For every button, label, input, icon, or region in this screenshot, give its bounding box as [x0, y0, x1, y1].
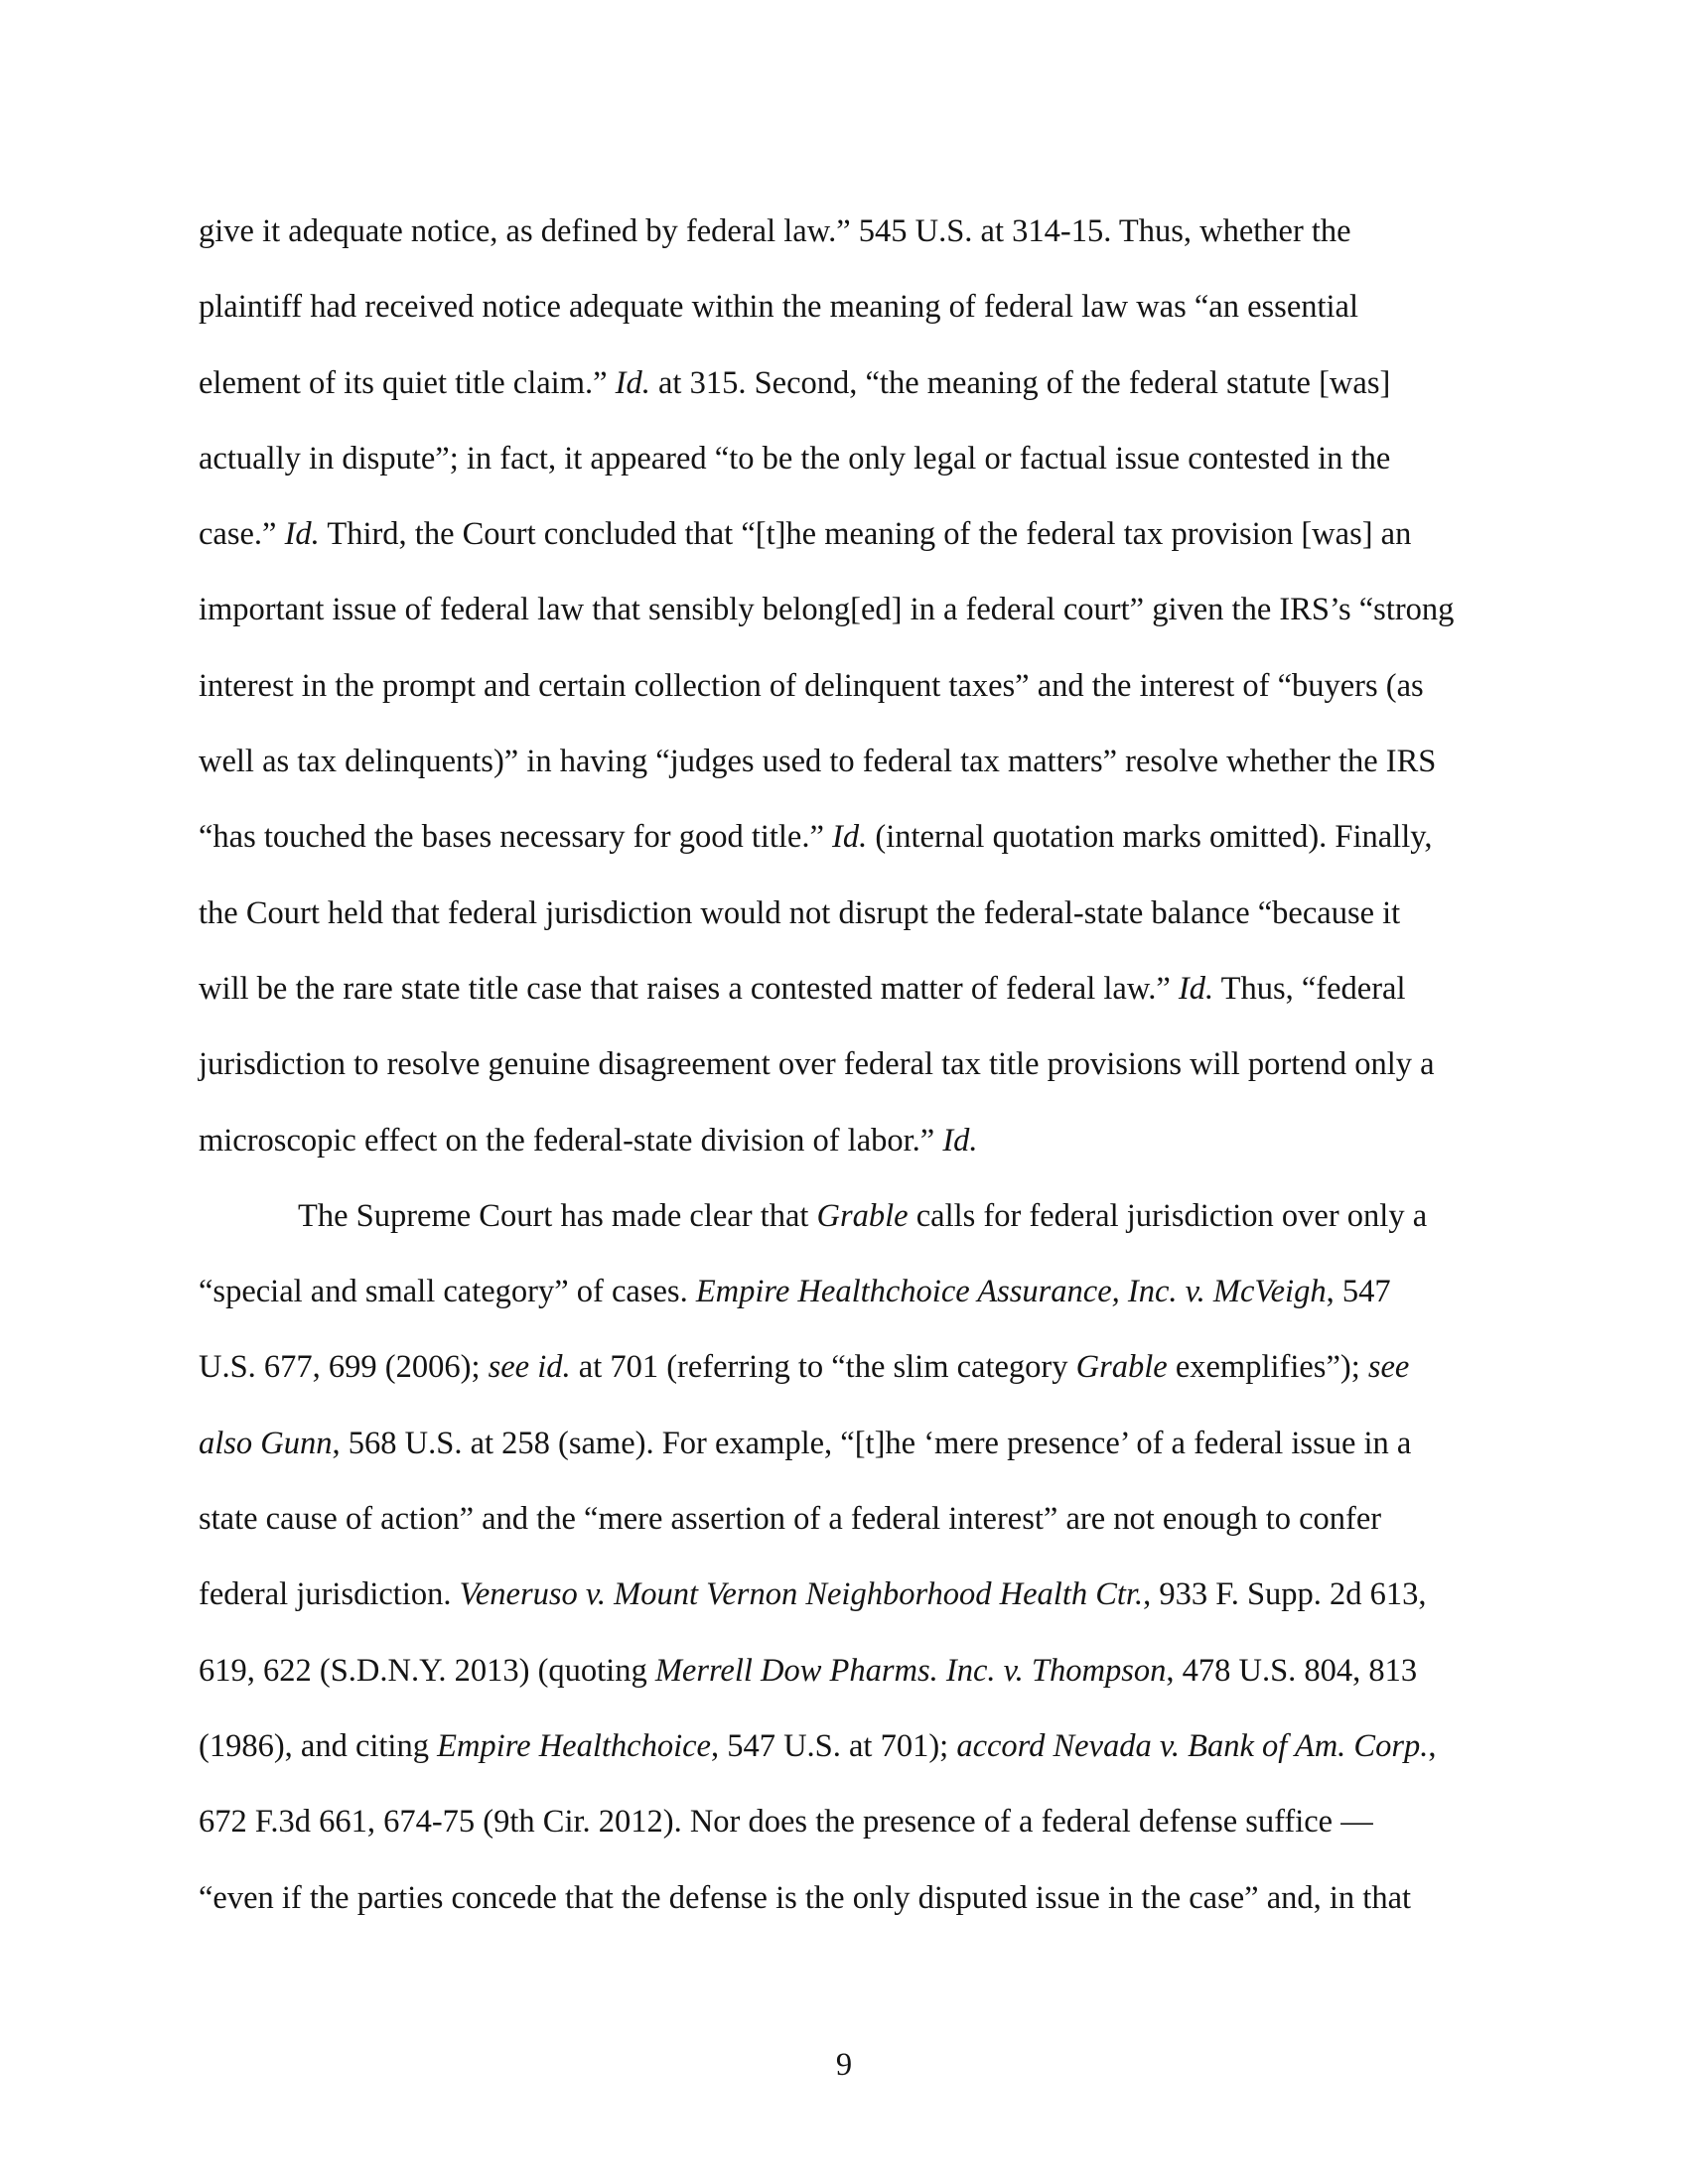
text-line	[199, 876, 1489, 951]
text-line	[199, 496, 1489, 572]
text-line	[199, 1406, 1489, 1481]
text-run: Thus, “federal	[1213, 970, 1406, 1007]
text-run: (1986), and citing	[199, 1727, 438, 1764]
italic-citation: Empire Healthchoice	[437, 1727, 711, 1764]
text-line	[199, 1633, 1489, 1708]
italic-citation: Id.	[832, 819, 868, 856]
italic-citation: Id.	[615, 364, 650, 401]
text-run: federal jurisdiction.	[199, 1576, 460, 1613]
text-run: calls for federal jurisdiction over only a	[908, 1197, 1428, 1234]
text-line	[199, 1708, 1489, 1784]
body-text	[199, 194, 1489, 1936]
text-run: state cause of action” and the “mere assertion of a federal interest” are not enough to confer	[199, 1501, 1382, 1538]
text-run: interest in the prompt and certain collection of delinquent taxes” and the interest of “buyers (as	[199, 667, 1424, 704]
italic-citation: Id.	[942, 1122, 978, 1159]
italic-citation: Id.	[284, 516, 320, 553]
text-line	[199, 269, 1489, 344]
page-number: 9	[835, 2047, 853, 2083]
text-run: “even if the parties concede that the defense is the only disputed issue in the case” and, in that	[199, 1879, 1412, 1916]
text-run: actually in dispute”; in fact, it appeared “to be the only legal or factual issue contested in the	[199, 440, 1391, 477]
text-run: will be the rare state title case that raises a contested matter of federal law.”	[199, 970, 1179, 1007]
italic-citation: see	[1367, 1349, 1410, 1386]
text-run: Third, the Court concluded that “[t]he meaning of the federal tax provision [was] an	[319, 516, 1412, 553]
italic-citation: Id.	[1178, 970, 1214, 1007]
text-run: , 568 U.S. at 258 (same). For example, “[t]he ‘mere presence’ of a federal issue in a	[332, 1425, 1412, 1461]
text-line	[199, 194, 1489, 269]
text-line	[199, 1784, 1489, 1859]
text-line	[199, 1557, 1489, 1632]
italic-citation: Empire Healthchoice Assurance, Inc. v. McVeigh	[695, 1274, 1327, 1310]
text-run: microscopic effect on the federal-state division of labor.”	[199, 1122, 943, 1159]
italic-citation: Grable	[816, 1197, 909, 1234]
text-run: ,	[1428, 1727, 1437, 1764]
italic-citation: accord Nevada v. Bank of Am. Corp.	[956, 1727, 1429, 1764]
text-run: the Court held that federal jurisdiction would not disrupt the federal-state balance “because it	[199, 894, 1401, 931]
text-run: The Supreme Court has made clear that	[298, 1197, 817, 1234]
italic-citation: also Gunn	[199, 1425, 333, 1461]
text-line	[199, 1026, 1489, 1102]
text-run: “has touched the bases necessary for good title.”	[199, 819, 833, 856]
text-run: 672 F.3d 661, 674-75 (9th Cir. 2012). Nor does the presence of a federal defense suffice —	[199, 1804, 1373, 1841]
text-run: “special and small category” of cases.	[199, 1274, 696, 1310]
text-run: important issue of federal law that sensibly belong[ed] in a federal court” given the IRS’s “strong	[199, 592, 1455, 628]
italic-citation: Grable	[1075, 1349, 1168, 1386]
text-run: well as tax delinquents)” in having “judges used to federal tax matters” resolve whether the IRS	[199, 744, 1437, 780]
text-line	[199, 799, 1489, 875]
text-line	[199, 1103, 1489, 1178]
text-run: , 547	[1326, 1274, 1391, 1310]
text-run: 619, 622 (S.D.N.Y. 2013) (quoting	[199, 1652, 655, 1689]
text-run: give it adequate notice, as defined by federal law.” 545 U.S. at 314-15. Thus, whether the	[199, 213, 1351, 249]
text-line	[199, 1860, 1489, 1936]
text-line	[199, 724, 1489, 799]
text-line	[199, 421, 1489, 496]
text-line	[199, 345, 1489, 421]
text-run: case.”	[199, 516, 285, 553]
text-run: element of its quiet title claim.”	[199, 364, 616, 401]
text-run: at 701 (referring to “the slim category	[570, 1349, 1076, 1386]
text-run: , 478 U.S. 804, 813	[1166, 1652, 1418, 1689]
text-run: jurisdiction to resolve genuine disagreement over federal tax title provisions will portend only a	[199, 1046, 1435, 1083]
text-run: U.S. 677, 699 (2006);	[199, 1349, 489, 1386]
text-run: , 547 U.S. at 701);	[710, 1727, 957, 1764]
text-run: (internal quotation marks omitted). Finally,	[867, 819, 1433, 856]
text-run: at 315. Second, “the meaning of the federal statute [was]	[649, 364, 1391, 401]
text-line	[199, 951, 1489, 1026]
italic-citation: see id.	[488, 1349, 571, 1386]
text-run: plaintiff had received notice adequate within the meaning of federal law was “an essential	[199, 289, 1359, 326]
text-line	[199, 648, 1489, 724]
text-line	[199, 1254, 1489, 1329]
text-line	[199, 1481, 1489, 1557]
text-run: , 933 F. Supp. 2d 613,	[1143, 1576, 1427, 1613]
text-line	[199, 1329, 1489, 1405]
italic-citation: Merrell Dow Pharms. Inc. v. Thompson	[654, 1652, 1167, 1689]
paragraph-first-line	[199, 1178, 1489, 1254]
italic-citation: Veneruso v. Mount Vernon Neighborhood Health Ctr.	[459, 1576, 1144, 1613]
text-run: exemplifies”);	[1167, 1349, 1368, 1386]
text-line	[199, 572, 1489, 647]
